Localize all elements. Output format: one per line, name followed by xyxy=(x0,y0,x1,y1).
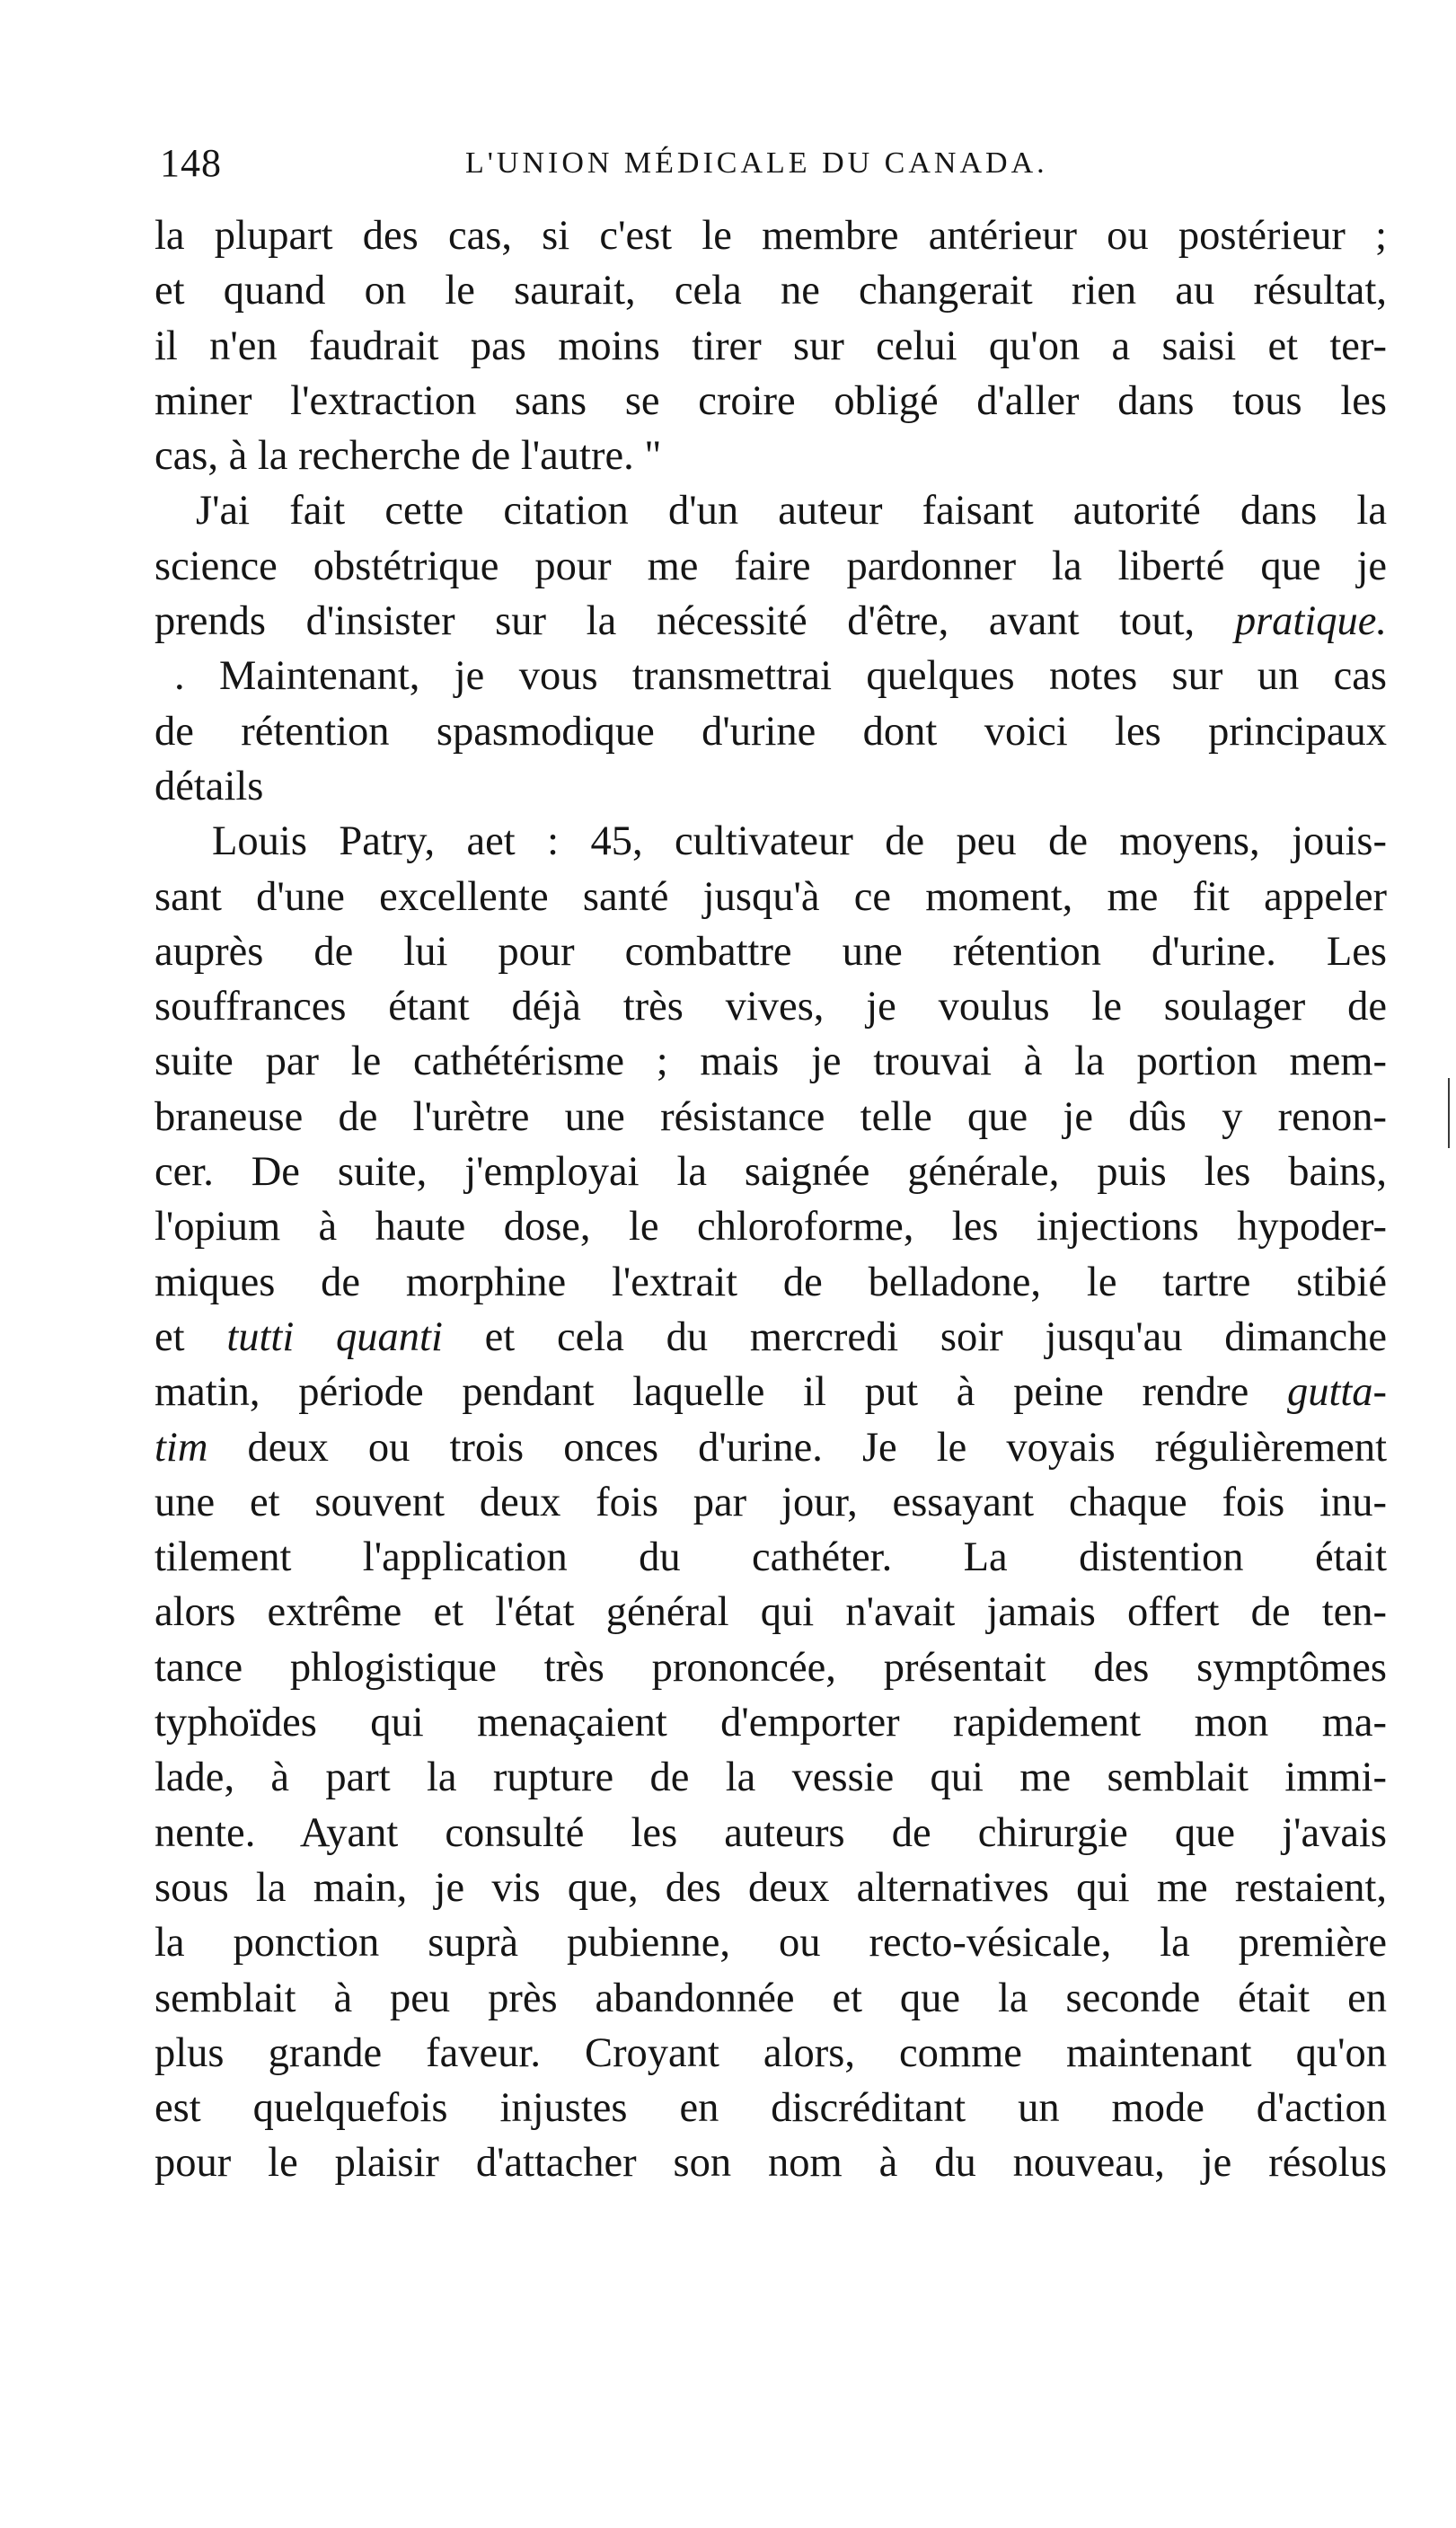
italic-phrase: tutti quanti xyxy=(226,1313,443,1360)
italic-word: tim xyxy=(154,1424,208,1471)
text-line: pour le plaisir d'attacher son nom à du nouveau, je résolus xyxy=(154,2140,1387,2187)
text-line: est quelquefois injustes en discréditant un mode d'action xyxy=(154,2085,1387,2132)
text-line-with-italic xyxy=(154,1365,1387,1419)
text-line: l'opium à haute dose, le chloroforme, les injections hypoder- xyxy=(154,1204,1387,1251)
text-line: auprès de lui pour combattre une rétention d'urine. Les xyxy=(154,928,1387,975)
text-line: miner l'extraction sans se croire obligé d'aller dans tous les xyxy=(154,377,1387,424)
text-line: nente. Ayant consulté les auteurs de chirurgie que j'avais xyxy=(154,1809,1387,1856)
text-line: il n'en faudrait pas moins tirer sur celui qu'on a saisi et ter- xyxy=(154,323,1387,369)
italic-word: gutta- xyxy=(1286,1369,1388,1416)
scan-margin-mark xyxy=(1448,1078,1450,1148)
italic-word: pratique. xyxy=(1234,598,1388,645)
journal-title: L'UNION MÉDICALE DU CANADA. xyxy=(465,146,1048,180)
text-line: la plupart des cas, si c'est le membre antérieur ou postérieur ; xyxy=(154,213,1387,259)
text-line: suite par le cathétérisme ; mais je trouvai à la portion mem- xyxy=(154,1039,1387,1085)
text-line-with-italic xyxy=(154,1310,1387,1365)
text-line: Louis Patry, aet : 45, cultivateur de peu de moyens, jouis- xyxy=(212,818,1387,865)
text-line-with-italic xyxy=(154,594,1387,649)
text-line: lade, à part la rupture de la vessie qui me semblait immi- xyxy=(154,1755,1387,1801)
text-segment: et xyxy=(154,1313,185,1360)
text-line: cer. De suite, j'employai la saignée générale, puis les bains, xyxy=(154,1149,1387,1196)
running-head xyxy=(160,137,1381,190)
text-line: et quand on le saurait, cela ne changerait rien au résultat, xyxy=(154,268,1387,314)
text-line: J'ai fait cette citation d'un auteur faisant autorité dans la xyxy=(196,488,1387,535)
text-line: détails xyxy=(154,763,264,809)
text-line: alors extrême et l'état général qui n'avait jamais offert de ten- xyxy=(154,1589,1387,1636)
text-line: . Maintenant, je vous transmettrai quelques notes sur un cas xyxy=(174,653,1387,700)
text-line: miques de morphine l'extrait de belladone, le tartre stibié xyxy=(154,1259,1387,1305)
text-line: plus grande faveur. Croyant alors, comme maintenant qu'on xyxy=(154,2029,1387,2076)
text-line: tance phlogistique très prononcée, présentait des symptômes xyxy=(154,1644,1387,1691)
text-line: braneuse de l'urètre une résistance telle que je dûs y renon- xyxy=(154,1093,1387,1140)
text-line: typhoïdes qui menaçaient d'emporter rapidement mon ma- xyxy=(154,1700,1387,1746)
text-line: cas, à la recherche de l'autre. " xyxy=(154,433,662,480)
text-line: souffrances étant déjà très vives, je voulus le soulager de xyxy=(154,984,1387,1030)
page-number: 148 xyxy=(160,141,222,185)
text-line: de rétention spasmodique d'urine dont voici les principaux xyxy=(154,708,1387,755)
text-line: sous la main, je vis que, des deux alternatives qui me restaient, xyxy=(154,1864,1387,1911)
text-line: science obstétrique pour me faire pardonner la liberté que je xyxy=(154,543,1387,589)
text-line: semblait à peu près abandonnée et que la seconde était en xyxy=(154,1975,1387,2021)
text-segment: et cela du mercredi soir jusqu'au dimanche xyxy=(484,1313,1388,1360)
text-line: sant d'une excellente santé jusqu'à ce moment, me fit appeler xyxy=(154,873,1387,920)
text-line-with-italic xyxy=(154,1420,1387,1475)
text-segment: deux ou trois onces d'urine. Je le voyais régulièrement xyxy=(247,1424,1388,1471)
body-text xyxy=(154,208,1387,2191)
text-line: tilement l'application du cathéter. La distention était xyxy=(154,1534,1387,1581)
text-line: la ponction suprà pubienne, ou recto-vésicale, la première xyxy=(154,1920,1387,1967)
text-line: une et souvent deux fois par jour, essayant chaque fois inu- xyxy=(154,1479,1387,1525)
text-segment: prends d'insister sur la nécessité d'être, avant tout, xyxy=(154,598,1196,645)
text-segment: matin, période pendant laquelle il put à peine rendre xyxy=(154,1369,1249,1416)
